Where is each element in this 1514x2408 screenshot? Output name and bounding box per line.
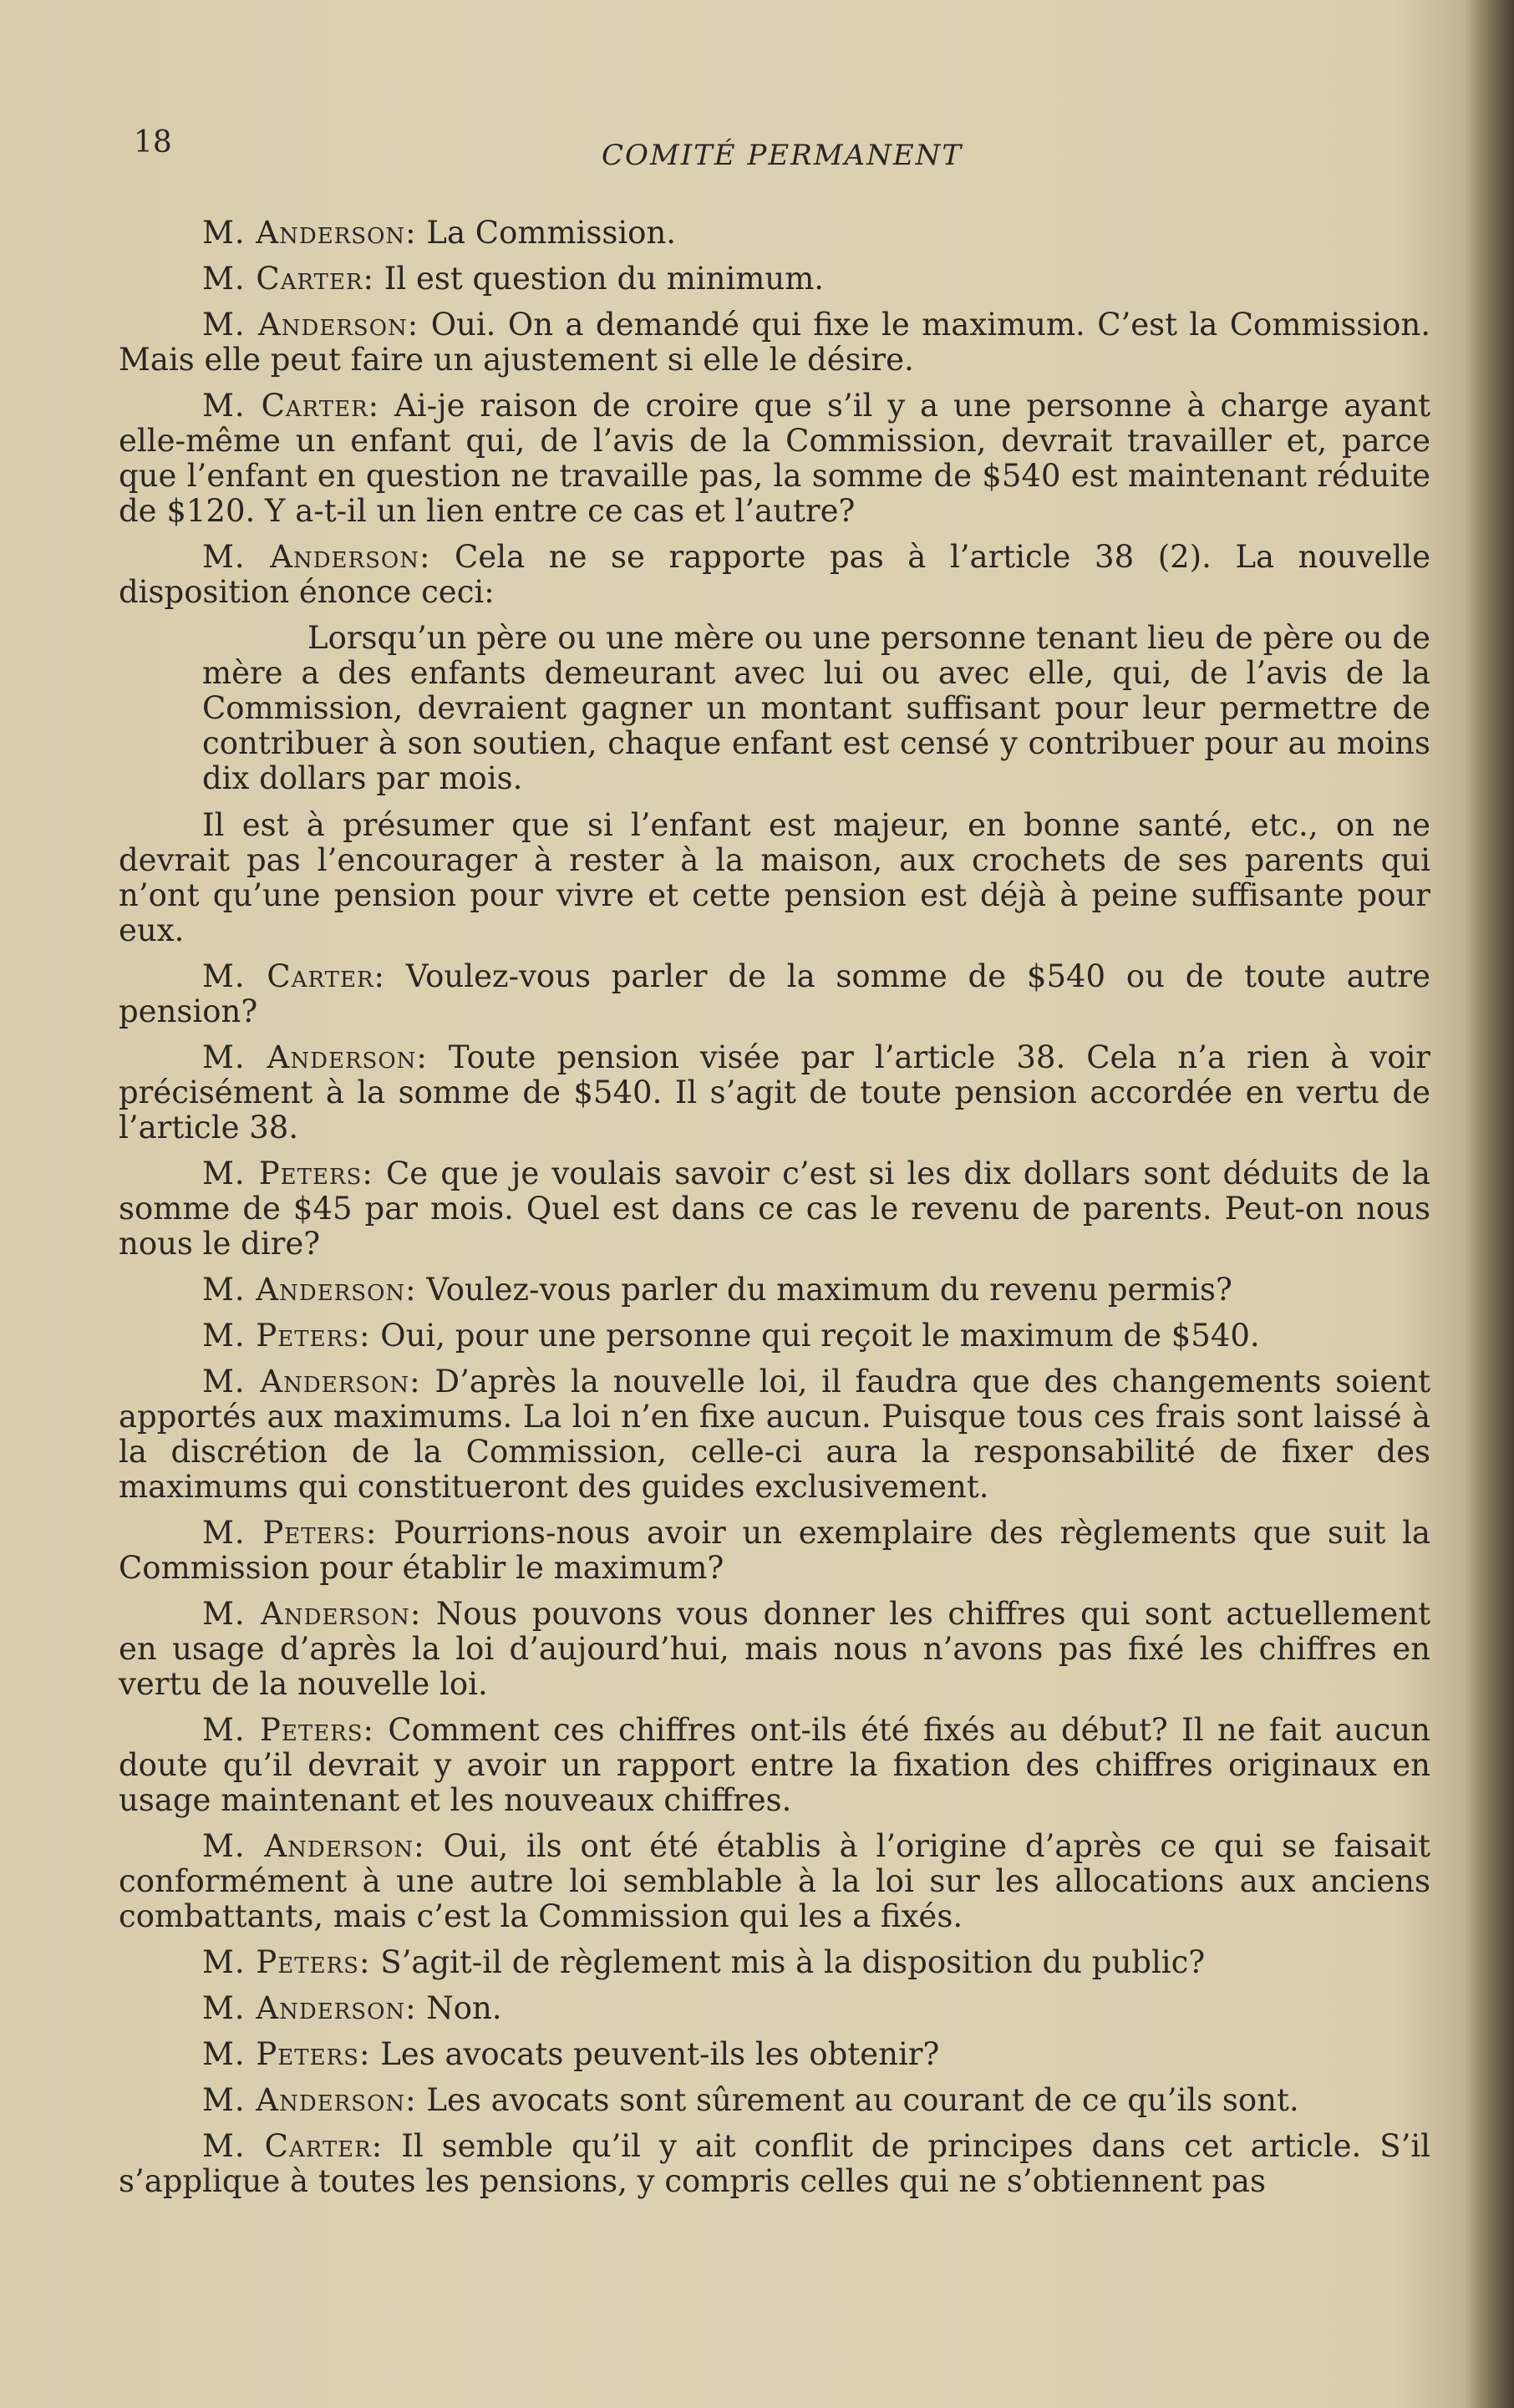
speech-text: Voulez-vous parler de la somme de $540 ou de toute autre pension? (119, 958, 1431, 1029)
speech-text: Oui, ils ont été établis à l’origine d’après ce qui se faisait conformément à une autre loi semblable à la loi sur les allocations aux anciens combattants, mais c’est la Commission qui les a fixés. (119, 1828, 1430, 1934)
speaker-name: M. Peters: (202, 1318, 371, 1354)
paragraph (119, 1273, 1430, 1308)
paragraph (119, 1318, 1430, 1354)
block-quote: Lorsqu’un père ou une mère ou une personne tenant lieu de père ou de mère a des enfants demeurant avec lui ou avec elle, qui, de l’avis de la Commission, devraient gagner un montant suffisant pour leur permettre de contribuer à son soutien, chaque enfant est censé y contribuer pour au moins dix dollars par mois. (202, 620, 1430, 796)
paragraph (119, 1713, 1430, 1818)
speaker-name: M. Anderson: (202, 1364, 421, 1400)
speaker-name: M. Peters: (202, 2036, 371, 2072)
speaker-name: M. Peters: (202, 1944, 371, 1980)
paragraph (119, 307, 1430, 378)
speaker-name: M. Anderson: (202, 1828, 425, 1864)
speech-text: D’après la nouvelle loi, il faudra que des changements soient apportés aux maximums. La loi n’en fixe aucun. Puisque tous ces frais sont laissé à la discrétion de la Commission, celle-ci aura la responsabilité de fixer des maximums qui constitueront des guides exclusivement. (119, 1364, 1431, 1505)
page-edge-shadow (1464, 0, 1514, 2408)
speaker-name: M. Anderson: (202, 1272, 417, 1308)
paragraph (119, 1829, 1430, 1934)
paragraph (119, 1945, 1430, 1980)
speech-text: Ce que je voulais savoir c’est si les dix dollars sont déduits de la somme de $45 par mois. Quel est dans ce cas le revenu de parents. Peut-on nous nous le dire? (119, 1156, 1430, 1262)
paragraph (119, 216, 1430, 251)
paragraph (119, 1040, 1430, 1146)
speech-text: Toute pension visée par l’article 38. Cela n’a rien à voir précisément à la somme de $540. Il s’agit de toute pension accordée en vertu de l’article 38. (119, 1039, 1430, 1146)
paragraph (119, 540, 1430, 610)
speech-text: Pourrions-nous avoir un exemplaire des règlements que suit la Commission pour établir le maximum? (119, 1515, 1430, 1586)
speaker-name: M. Anderson: (202, 307, 419, 343)
speech-text: Voulez-vous parler du maximum du revenu permis? (416, 1272, 1232, 1308)
speaker-name: M. Anderson: (202, 539, 431, 575)
speech-text: Les avocats peuvent-ils les obtenir? (370, 2036, 940, 2072)
speech-text: Nous pouvons vous donner les chiffres qui sont actuellement en usage d’après la loi d’aujourd’hui, mais nous n’avons pas fixé les chiffres en vertu de la nouvelle loi. (119, 1596, 1430, 1702)
speech-text: La Commission. (416, 215, 677, 251)
speaker-name: M. Carter: (202, 388, 380, 424)
paragraph (119, 2083, 1430, 2118)
speech-text: Oui, pour une personne qui reçoit le maximum de $540. (370, 1318, 1260, 1354)
transcript-body (119, 216, 1430, 2210)
paragraph (119, 1516, 1430, 1586)
paragraph (119, 1597, 1430, 1702)
speech-text: Il semble qu’il y ait conflit de principes dans cet article. S’il s’applique à toutes les pensions, y compris celles qui ne s’obtiennent pas (119, 2128, 1430, 2199)
speech-text: Les avocats sont sûrement au courant de ce qu’ils sont. (416, 2082, 1299, 2118)
speech-text: Non. (416, 1990, 502, 2026)
speech-text: Cela ne se rapporte pas à l’article 38 (2). La nouvelle disposition énonce ceci: (119, 539, 1430, 610)
speaker-name: M. Anderson: (202, 1990, 417, 2026)
speaker-name: M. Carter: (202, 261, 374, 297)
speaker-name: M. Anderson: (202, 215, 417, 251)
paragraph (119, 389, 1430, 529)
page-number: 18 (134, 125, 172, 160)
paragraph (119, 808, 1430, 948)
running-head: COMITÉ PERMANENT (602, 139, 963, 172)
paragraph (119, 1156, 1430, 1262)
speaker-name: M. Carter: (202, 958, 386, 994)
paragraph (119, 2129, 1430, 2199)
speaker-name: M. Anderson: (202, 1596, 422, 1632)
speaker-name: M. Peters: (202, 1712, 375, 1748)
speech-text: Il est à présumer que si l’enfant est majeur, en bonne santé, etc., on ne devrait pas l’encourager à rester à la maison, aux crochets de ses parents qui n’ont qu’une pension pour vivre et cette pension est déjà à peine suffisante pour eux. (119, 807, 1430, 948)
speaker-name: M. Peters: (202, 1156, 373, 1191)
speaker-name: M. Anderson: (202, 1039, 428, 1075)
speech-text: Comment ces chiffres ont-ils été fixés au début? Il ne fait aucun doute qu’il devrait y avoir un rapport entre la fixation des chiffres originaux en usage maintenant et les nouveaux chiffres. (119, 1712, 1430, 1818)
speaker-name: M. Carter: (202, 2128, 384, 2164)
speech-text: Oui. On a demandé qui fixe le maximum. C’est la Commission. Mais elle peut faire un ajustement si elle le désire. (119, 307, 1430, 378)
paragraph (119, 2037, 1430, 2072)
paragraph (119, 959, 1430, 1029)
speech-text: S’agit-il de règlement mis à la disposition du public? (370, 1944, 1206, 1980)
speaker-name: M. Peters: (202, 1515, 378, 1551)
paragraph (119, 1364, 1430, 1505)
speech-text: Ai-je raison de croire que s’il y a une personne à charge ayant elle-même un enfant qui, de l’avis de la Commission, devrait travailler et, parce que l’enfant en question ne travaille pas, la somme de $540 est maintenant réduite de $120. Y a-t-il un lien entre ce cas et l’autre? (119, 388, 1430, 529)
speech-text: Il est question du minimum. (373, 261, 825, 297)
paragraph (119, 1991, 1430, 2026)
paragraph (119, 262, 1430, 297)
speaker-name: M. Anderson: (202, 2082, 417, 2118)
